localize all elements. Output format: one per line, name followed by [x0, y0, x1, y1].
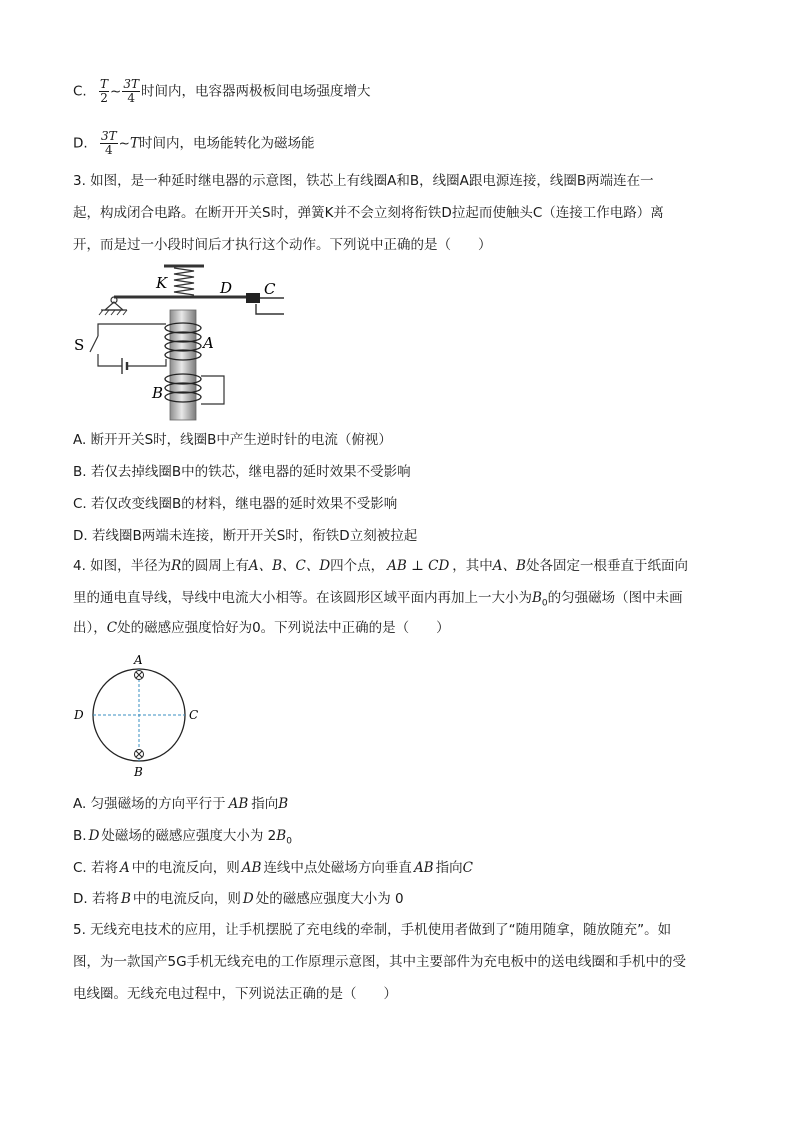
option-label: C.: [73, 83, 87, 100]
q4-option-b: B. D 处磁场的磁感应强度大小为 $2B_0$: [73, 828, 292, 847]
coil-b-closed-loop: [201, 376, 224, 404]
q4-stem-line-1: 4. 如图，半径为R的圆周上有A、B、C、D四个点， AB ⊥ CD ，其中A、B处各固定一根垂直于纸面向: [73, 558, 688, 574]
spring-k: [174, 268, 194, 295]
label-b: B: [152, 384, 164, 402]
fraction-t-over-2: $\frac{T}{2}$: [100, 77, 109, 105]
wire-b-into-page-icon: [135, 750, 144, 759]
contact-block: [246, 293, 260, 303]
label-a: A: [203, 334, 214, 352]
option-label: D.: [73, 135, 88, 152]
tilde: ~: [110, 83, 122, 100]
label-d: D: [74, 708, 84, 722]
label-d: D: [220, 279, 233, 297]
circle-diagram: [70, 650, 210, 780]
q2-option-d: [73, 130, 314, 157]
label-c: C: [189, 708, 199, 722]
radius-symbol: R: [171, 558, 182, 574]
q3-option-c: C. 若仅改变线圈B的材料，继电器的延时效果不受影响: [73, 496, 398, 512]
label-c: C: [264, 280, 276, 298]
q5-stem-line-1: 5. 无线充电技术的应用，让手机摆脱了充电线的牵制，手机使用者做到了“随用随拿，随放随充”。如: [73, 922, 672, 938]
q4-stem-line-3: 出），C处的磁感应强度恰好为0。下列说法中正确的是（ ）: [73, 620, 450, 636]
wire-a-into-page-icon: [135, 671, 144, 680]
q5-stem-line-3: 电线圈。无线充电过程中，下列说法正确的是（ ）: [73, 986, 397, 1002]
q2-option-c: [73, 78, 370, 105]
label-k: K: [156, 274, 168, 292]
option-text: 时间内，电容器两极板间电场强度增大: [140, 83, 371, 100]
label-s: S: [74, 336, 85, 354]
fraction-3t-over-4: $\frac{3T}{4}$: [100, 129, 117, 157]
switch-s: [90, 336, 98, 352]
period-symbol: T: [129, 135, 139, 152]
perpendicular-expression: AB ⊥ CD: [387, 558, 450, 574]
q3-option-a: A. 断开开关S时，线圈B中产生逆时针的电流（俯视）: [73, 432, 392, 448]
q4-stem-line-2: 里的通电直导线，导线中电流大小相等。在该圆形区域平面内再加上一大小为$B_0$的匀强磁场（图中未画: [73, 590, 683, 609]
iron-core: [170, 310, 196, 420]
q3-option-b: B. 若仅去掉线圈B中的铁芯，继电器的延时效果不受影响: [73, 464, 411, 480]
tilde: ~: [118, 135, 130, 152]
label-a: A: [134, 653, 143, 667]
q5-stem-line-2: 图，为一款国产5G手机无线充电的工作原理示意图，其中主要部件为充电板中的送电线圈和手机中的受: [73, 954, 687, 970]
q3-stem-line-1: 3. 如图，是一种延时继电器的示意图，铁芯上有线圈A和B，线圈A跟电源连接，线圈B两端连在一: [73, 173, 654, 189]
option-text: 时间内，电场能转化为磁场能: [138, 135, 315, 152]
q4-option-d: D. 若将 B 中的电流反向，则 D 处的磁感应强度大小为 0: [73, 891, 404, 907]
q3-stem-line-2: 起，构成闭合电路。在断开开关S时，弹簧K并不会立刻将衔铁D拉起而使触头C（连接工作电路）离: [73, 205, 664, 221]
label-b: B: [134, 765, 143, 779]
relay-diagram: [70, 262, 300, 422]
fraction-3t-over-4: $\frac{3T}{4}$: [123, 77, 139, 105]
circuit-a-wire-top: [98, 324, 166, 336]
q4-option-c: C. 若将 A 中的电流反向，则 AB 连线中点处磁场方向垂直 AB 指向C: [73, 860, 473, 876]
q4-option-a: A. 匀强磁场的方向平行于 AB 指向B: [73, 796, 289, 812]
q3-stem-line-3: 开，而是过一小段时间后才执行这个动作。下列说中正确的是（ ）: [73, 237, 492, 253]
q3-option-d: D. 若线圈B两端未连接，断开开关S时，衔铁D立刻被拉起: [73, 528, 418, 544]
